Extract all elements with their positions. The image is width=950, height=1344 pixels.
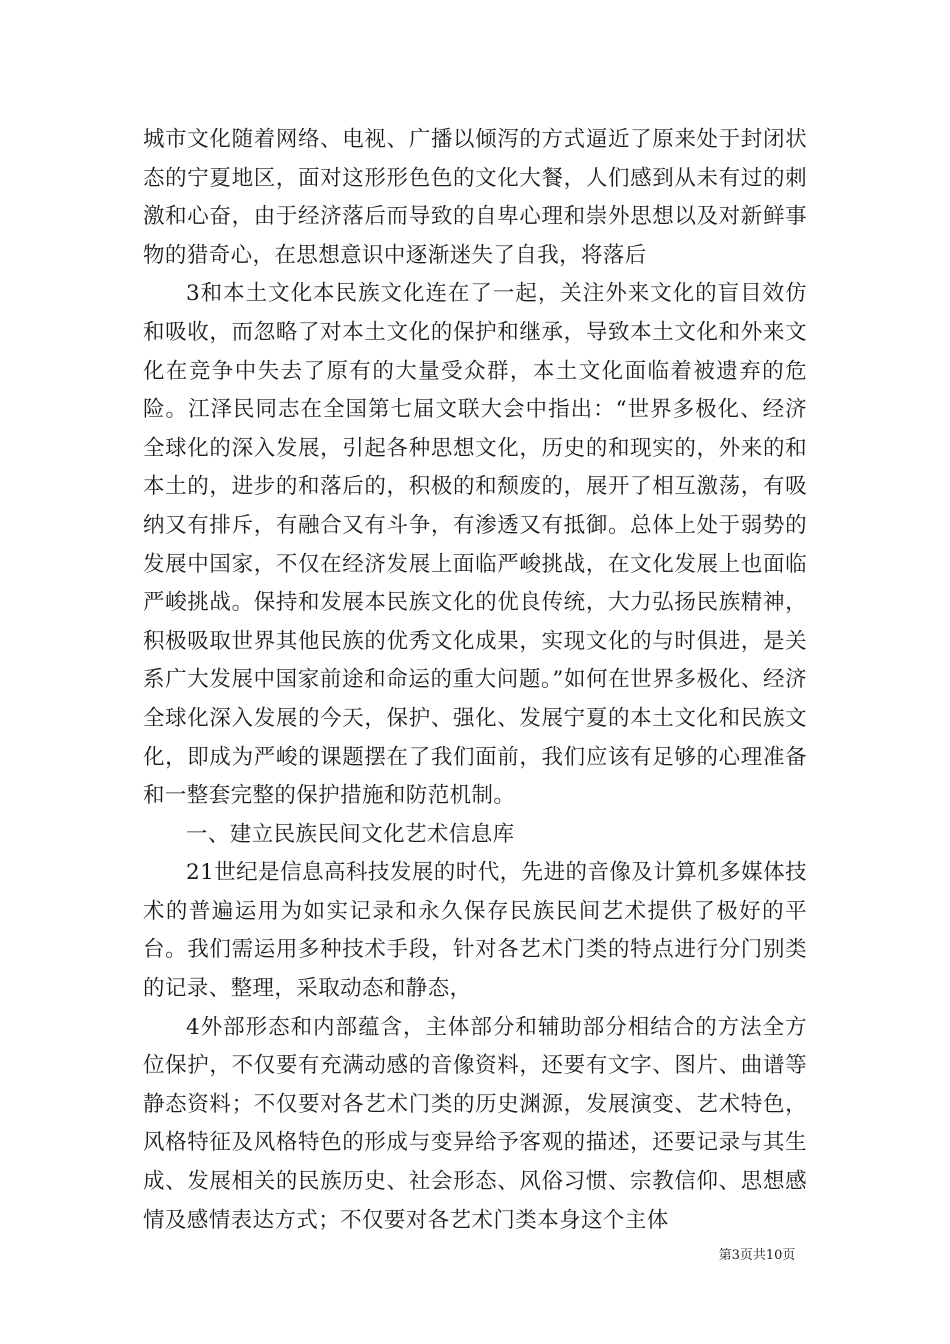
section-heading: 一、建立民族民间文化艺术信息库 [186, 821, 515, 847]
paragraph-2: 3和本土文化本民族文化连在了一起，关注外来文化的盲目效仿和吸收，而忽略了对本土文化的保护和继承，导致本土文化和外来文化在竞争中失去了原有的大量受众群，本土文化面临着被遗弃的危险。江泽民同志在全国第七届文联大会中指出：“世界多极化、经济全球化的深入发展，引起各种思想文化，历史的和现实的，外来的和本土的，进步的和落后的，积极的和颓废的，展开了相互激荡，有吸纳又有排斥，有融合又有斗争，有渗透又有抵御。总体上处于弱势的发展中国家，不仅在经济发展上面临严峻挑战，在文化发展上也面临严峻挑战。保持和发展本民族文化的优良传统，大力弘扬民族精神，积极吸取世界其他民族的优秀文化成果，实现文化的与时俱进，是关系广大发展中国家前途和命运的重大问题。”如何在世界多极化、经济全球化深入发展的今天，保护、强化、发展宁夏的本土文化和民族文化，即成为严峻的课题摆在了我们面前，我们应该有足够的心理准备和一整套完整的保护措施和防范机制。 [143, 281, 807, 809]
paragraph-1: 城市文化随着网络、电视、广播以倾泻的方式逼近了原来处于封闭状态的宁夏地区，面对这形形色色的文化大餐，人们感到从未有过的刺激和心奋，由于经济落后而导致的自卑心理和崇外思想以及对新鲜事物的猎奇心，在思想意识中逐渐迷失了自我，将落后 [143, 127, 807, 268]
document-body [143, 121, 807, 1240]
page-number: 第3页共10页 [718, 1248, 796, 1263]
paragraph-4: 4外部形态和内部蕴含，主体部分和辅助部分相结合的方法全方位保护，不仅要有充满动感的音像资料，还要有文字、图片、曲谱等静态资料；不仅要对各艺术门类的历史渊源，发展演变、艺术特色，风格特征及风格特色的形成与变异给予客观的描述，还要记录与其生成、发展相关的民族历史、社会形态、风俗习惯、宗教信仰、思想感情及感情表达方式；不仅要对各艺术门类本身这个主体 [143, 1014, 807, 1233]
paragraph-3: 21世纪是信息高科技发展的时代，先进的音像及计算机多媒体技术的普遍运用为如实记录和永久保存民族民间艺术提供了极好的平台。我们需运用多种技术手段，针对各艺术门类的特点进行分门别类的记录、整理，采取动态和静态， [143, 860, 807, 1002]
page-footer [0, 1247, 950, 1265]
